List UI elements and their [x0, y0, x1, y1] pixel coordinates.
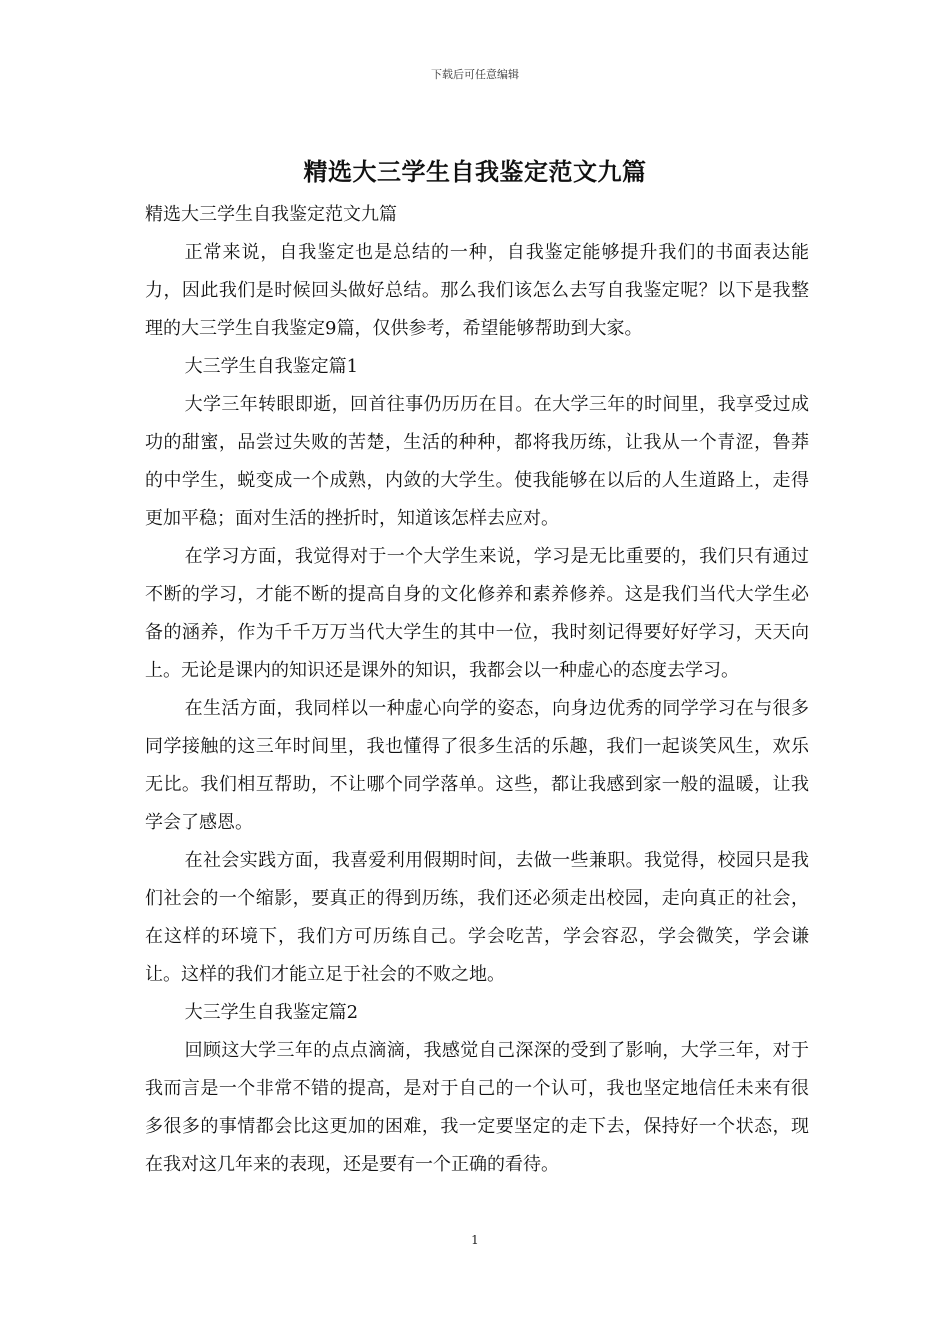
body-paragraph: 在社会实践方面，我喜爱利用假期时间，去做一些兼职。我觉得，校园只是我们社会的一个缩影，要真正的得到历练，我们还必须走出校园，走向真正的社会，在这样的环境下，我们方可历练自己。学会吃苦，学会容忍，学会微笑，学会谦让。这样的我们才能立足于社会的不败之地。 [145, 850, 809, 985]
body-paragraph: 在生活方面，我同样以一种虚心向学的姿态，向身边优秀的同学学习在与很多同学接触的这三年时间里，我也懂得了很多生活的乐趣，我们一起谈笑风生，欢乐无比。我们相互帮助，不让哪个同学落单。这些，都让我感到家一般的温暖，让我学会了感恩。 [145, 698, 809, 833]
body-paragraph: 在学习方面，我觉得对于一个大学生来说，学习是无比重要的，我们只有通过不断的学习，才能不断的提高自身的文化修养和素养修养。这是我们当代大学生必备的涵养，作为千千万万当代大学生的其中一位，我时刻记得要好好学习，天天向上。无论是课内的知识还是课外的知识，我都会以一种虚心的态度去学习。 [145, 546, 809, 681]
header-note: 下载后可任意编辑 [431, 68, 519, 81]
section-heading-1: 大三学生自我鉴定篇1 [184, 356, 359, 377]
page-number: 1 [471, 1233, 479, 1247]
document-body [145, 196, 809, 1184]
subtitle-line: 精选大三学生自我鉴定范文九篇 [145, 204, 397, 225]
intro-paragraph: 正常来说，自我鉴定也是总结的一种，自我鉴定能够提升我们的书面表达能力，因此我们是时候回头做好总结。那么我们该怎么去写自我鉴定呢？以下是我整理的大三学生自我鉴定9篇，仅供参考，希望能够帮助到大家。 [145, 242, 809, 339]
body-paragraph: 回顾这大学三年的点点滴滴，我感觉自己深深的受到了影响，大学三年，对于我而言是一个非常不错的提高，是对于自己的一个认可，我也坚定地信任未来有很多很多的事情都会比这更加的困难，我一定要坚定的走下去，保持好一个状态，现在我对这几年来的表现，还是要有一个正确的看待。 [145, 1040, 809, 1175]
body-paragraph: 大学三年转眼即逝，回首往事仍历历在目。在大学三年的时间里，我享受过成功的甜蜜，品尝过失败的苦楚，生活的种种，都将我历练，让我从一个青涩，鲁莽的中学生，蜕变成一个成熟，内敛的大学生。使我能够在以后的人生道路上，走得更加平稳；面对生活的挫折时，知道该怎样去应对。 [145, 394, 809, 529]
section-heading-2: 大三学生自我鉴定篇2 [184, 1002, 359, 1023]
document-title: 精选大三学生自我鉴定范文九篇 [303, 157, 647, 186]
